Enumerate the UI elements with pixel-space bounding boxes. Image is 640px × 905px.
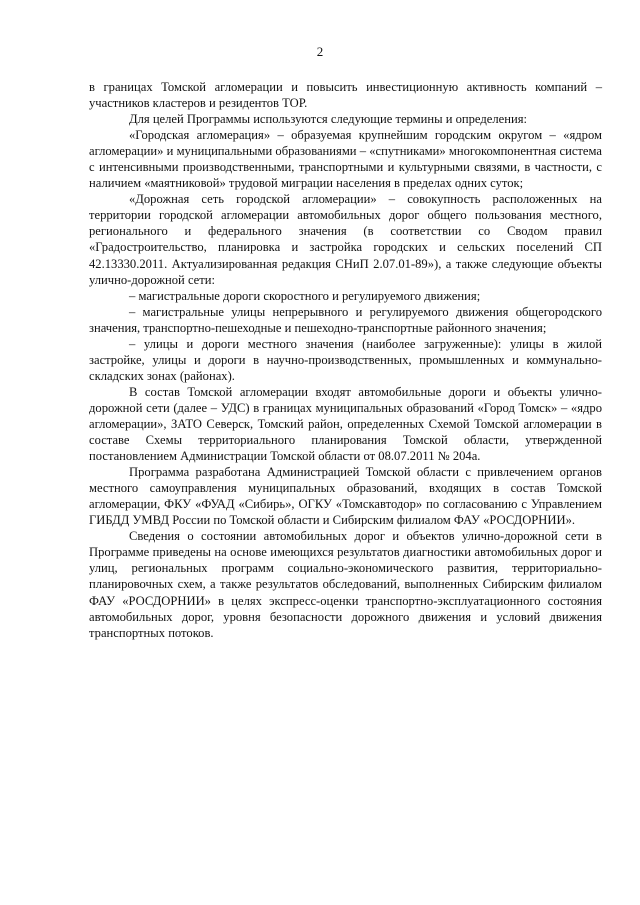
paragraph-continuation: в границах Томской агломерации и повысить инвестиционную активность компаний – участников кластеров и резидентов ТОР. bbox=[89, 80, 602, 111]
list-item-arterial-streets: – магистральные улицы непрерывного и регулируемого движения общегородского значения, транспортно-пешеходные и пешеходно-транспортные районного значения; bbox=[89, 304, 602, 335]
paragraph-definition-agglomeration: «Городская агломерация» – образуемая крупнейшим городским округом – «ядром агломерации» и муниципальными образованиями – «спутниками» многокомпонентная система с интенсивными производственными, транспортными и культурными связями, в частности, с наличием «маятниковой» трудовой миграции населения в пределах одних суток; bbox=[89, 128, 602, 191]
list-item-express-roads: – магистральные дороги скоростного и регулируемого движения; bbox=[129, 288, 481, 303]
page-number: 2 bbox=[316, 44, 324, 59]
list-item-local-streets: – улицы и дороги местного значения (наиболее загруженные): улицы в жилой застройке, улицы и дороги в научно-производственных, промышленных и коммунально-складских зонах (районах). bbox=[89, 336, 602, 383]
paragraph-terms-intro: Для целей Программы используются следующие термины и определения: bbox=[129, 112, 527, 127]
paragraph-agglomeration-composition: В состав Томской агломерации входят автомобильные дороги и объекты улично-дорожной сети (далее – УДС) в границах муниципальных образований «Город Томск» – «ядро агломерации», ЗАТО Северск, Томский район, определенных Схемой Томской агломерации в составе Схемы территориального планирования Томской области, утвержденной постановлением Администрации Томской области от 08.07.2011 № 204а. bbox=[89, 384, 602, 464]
paragraph-program-developers: Программа разработана Администрацией Томской области с привлечением органов местного самоуправления муниципальных образований, входящих в состав Томской агломерации, ФКУ «ФУАД «Сибирь», ОГКУ «Томскавтодор» по согласованию с Управлением ГИБДД УМВД России по Томской области и Сибирским филиалом ФАУ «РОСДОРНИИ». bbox=[89, 465, 602, 528]
paragraph-definition-road-network: «Дорожная сеть городской агломерации» – совокупность расположенных на территории городской агломерации автомобильных дорог общего пользования местного, регионального и федерального значения (в соответствии со Сводом правил «Градостроительство, планировка и застройка городских и сельских поселений СП 42.13330.2011. Актуализированная редакция СНиП 2.07.01-89»), а также следующие объекты улично-дорожной сети: bbox=[89, 192, 602, 287]
document-body bbox=[89, 79, 602, 641]
paragraph-data-sources: Сведения о состоянии автомобильных дорог и объектов улично-дорожной сети в Программе приведены на основе имеющихся результатов диагностики автомобильных дорог и улиц, региональных программ социально-экономического развития, территориально-планировочных схем, а также результатов обследований, выполненных Сибирским филиалом ФАУ «РОСДОРНИИ» в целях экспресс-оценки транспортно-эксплуатационного состояния автомобильных дорог, уровня безопасности дорожного движения и условий движения транспортных потоков. bbox=[89, 529, 602, 640]
